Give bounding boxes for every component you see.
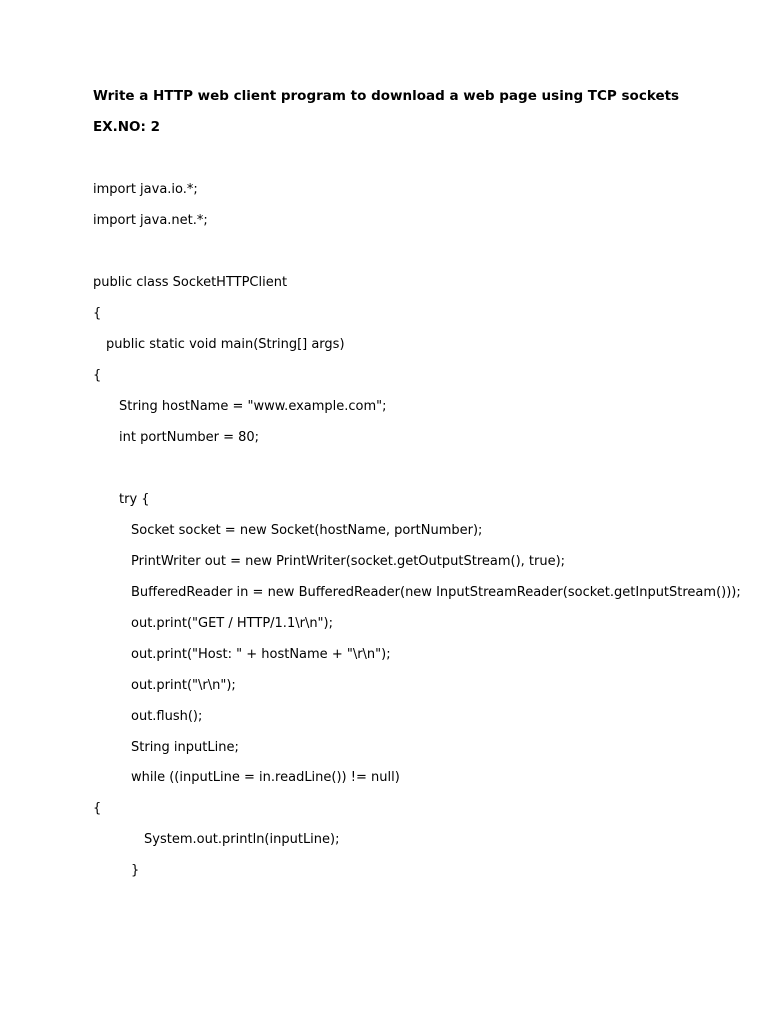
code-line: {: [93, 801, 102, 816]
code-line: public class SocketHTTPClient: [93, 275, 288, 290]
code-line: String hostName = "www.example.com";: [119, 399, 387, 414]
code-line: }: [131, 863, 140, 878]
code-line: public static void main(String[] args): [106, 337, 345, 352]
code-line: out.print("GET / HTTP/1.1\r\n");: [131, 616, 333, 631]
code-line: PrintWriter out = new PrintWriter(socket.getOutputStream(), true);: [131, 554, 566, 569]
document-heading: Write a HTTP web client program to download a web page using TCP sockets: [93, 88, 680, 104]
code-line: {: [93, 306, 102, 321]
code-line: import java.io.*;: [93, 182, 198, 197]
code-line: while ((inputLine = in.readLine()) != null): [131, 770, 400, 785]
code-line: System.out.println(inputLine);: [144, 832, 340, 847]
code-line: out.flush();: [131, 709, 203, 724]
code-line: String inputLine;: [131, 740, 239, 755]
code-line: try {: [119, 492, 150, 507]
code-line: BufferedReader in = new BufferedReader(new InputStreamReader(socket.getInputStream()));: [131, 585, 741, 600]
code-line: out.print("Host: " + hostName + "\r\n");: [131, 647, 391, 662]
code-line: {: [93, 368, 102, 383]
code-line: out.print("\r\n");: [131, 678, 236, 693]
code-line: int portNumber = 80;: [119, 430, 260, 445]
code-line: import java.net.*;: [93, 213, 208, 228]
code-line: Socket socket = new Socket(hostName, portNumber);: [131, 523, 483, 538]
exercise-number: EX.NO: 2: [93, 119, 161, 135]
